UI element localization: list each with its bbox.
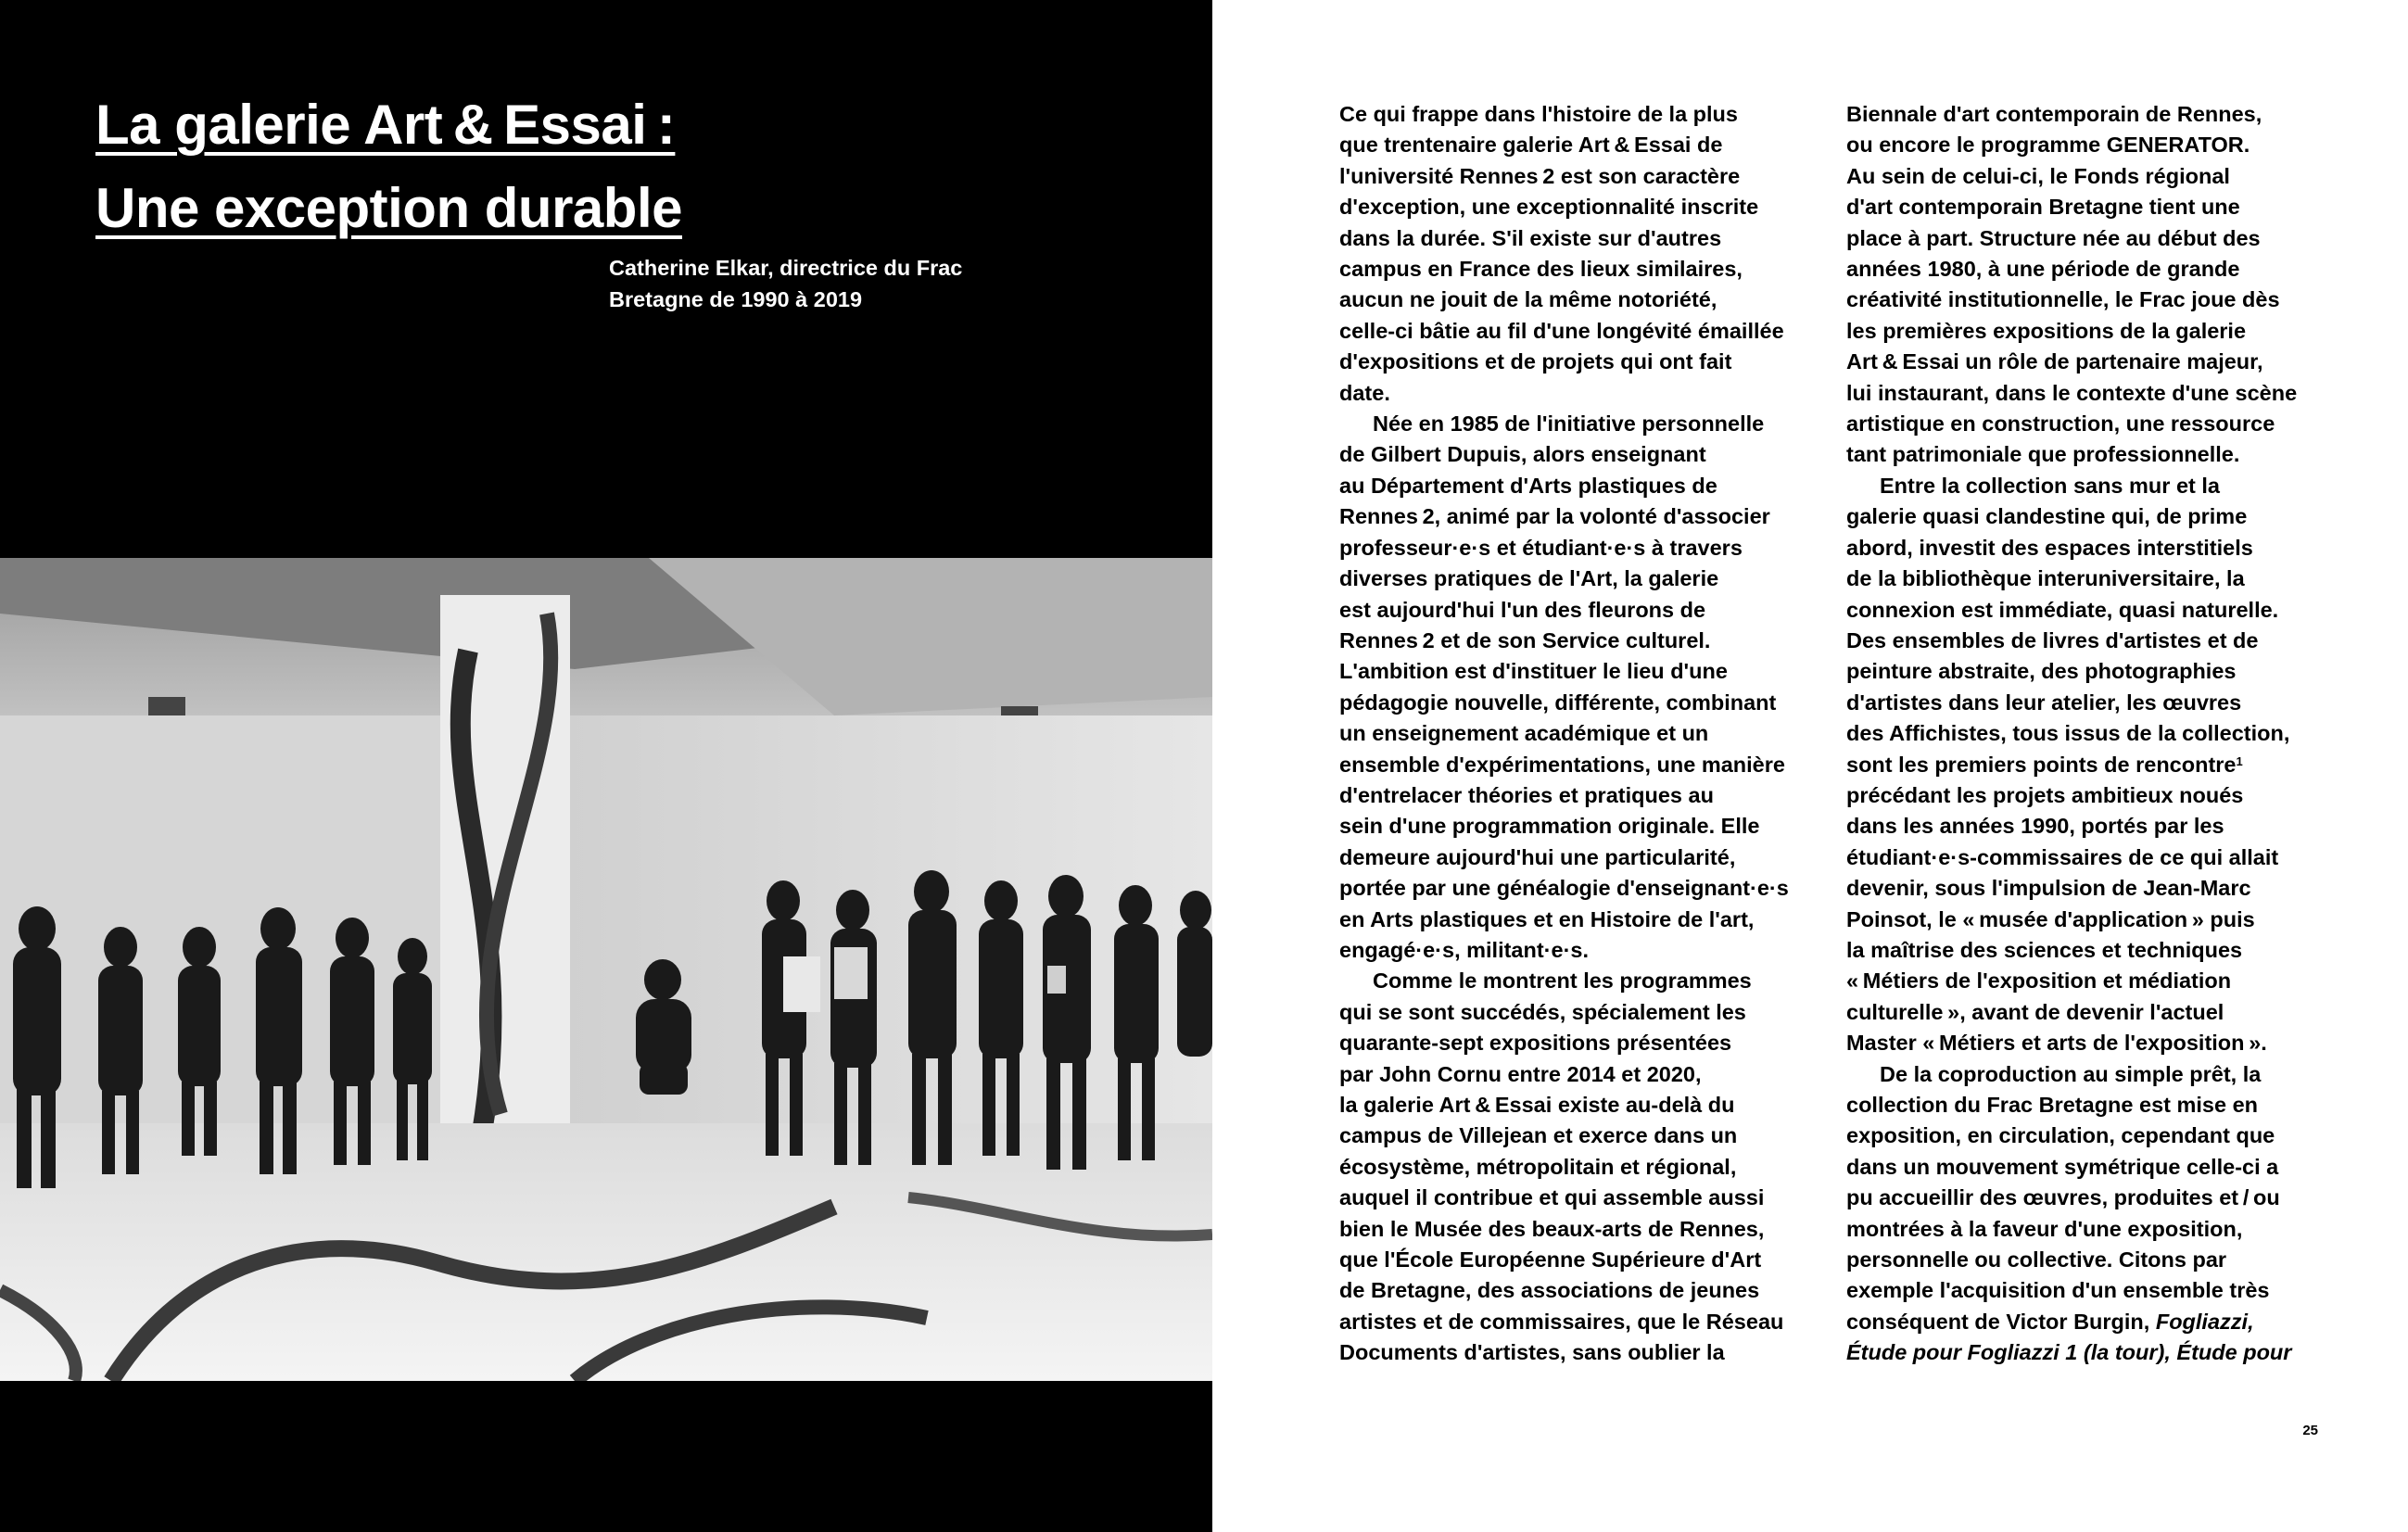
text-line: Rennes 2, animé par la volonté d'associer <box>1339 504 1770 529</box>
text-line: la galerie Art & Essai existe au-delà du <box>1339 1093 1735 1117</box>
byline-line-2: Bretagne de 1990 à 2019 <box>609 287 863 311</box>
text-line: Rennes 2 et de son Service culturel. <box>1339 627 1711 652</box>
text-line: sont les premiers points de rencontre$^1$ <box>1846 752 2243 777</box>
text-line: que l'École Européenne Supérieure d'Art <box>1339 1247 1762 1272</box>
text-line: un enseignement académique et un <box>1339 721 1709 746</box>
text-line: pédagogie nouvelle, différente, combinant <box>1339 690 1777 715</box>
text-line: celle-ci bâtie au fil d'une longévité émaillée <box>1339 318 1784 343</box>
text-line: que trentenaire galerie Art & Essai de <box>1339 133 1723 158</box>
text-line: engagé·e·s, militant·e·s. <box>1339 937 1589 962</box>
page-number: 25 <box>2302 1423 2318 1438</box>
text-line: d'artistes dans leur atelier, les œuvres <box>1846 690 2242 715</box>
title-line-1: La galerie Art & Essai : <box>95 94 676 156</box>
text-line: Poinsot, le « musée d'application » puis <box>1846 906 2255 931</box>
text-line: de la bibliothèque interuniversitaire, la <box>1846 566 2245 591</box>
article-title <box>95 83 682 250</box>
gallery-photo <box>0 558 1212 1381</box>
text-line: au Département d'Arts plastiques de <box>1339 473 1717 498</box>
text-line: bien le Musée des beaux-arts de Rennes, <box>1339 1216 1765 1241</box>
text-line: années 1980, à une période de grande <box>1846 257 2240 282</box>
text-line: campus en France des lieux similaires, <box>1339 257 1743 282</box>
text-line: dans les années 1990, portés par les <box>1846 814 2224 839</box>
title-line-2: Une exception durable <box>95 177 682 239</box>
text-line: d'exception, une exceptionnalité inscrite <box>1339 195 1759 220</box>
text-line: exemple l'acquisition d'un ensemble très <box>1846 1278 2270 1303</box>
text-line: Née en 1985 de l'initiative personnelle <box>1373 411 1765 437</box>
italic-title: Fogliazzi, <box>2155 1309 2254 1334</box>
text-line: artistes et de commissaires, que le Réseau <box>1339 1309 1784 1334</box>
text-line: dans la durée. S'il existe sur d'autres <box>1339 225 1722 250</box>
text-line: campus de Villejean et exerce dans un <box>1339 1123 1738 1148</box>
text-line: montrées à la faveur d'une exposition, <box>1846 1216 2243 1241</box>
text-line: Master « Métiers et arts de l'exposition ». <box>1846 1031 2267 1056</box>
text-line: tant patrimoniale que professionnelle. <box>1846 442 2240 467</box>
text-line: place à part. Structure née au début des <box>1846 225 2261 250</box>
text-line: portée par une généalogie d'enseignant·e·s <box>1339 876 1789 901</box>
text-line: écosystème, métropolitain et régional, <box>1339 1154 1737 1179</box>
text-line: de Bretagne, des associations de jeunes <box>1339 1278 1760 1303</box>
text-line: connexion est immédiate, quasi naturelle. <box>1846 597 2279 622</box>
text-line: des Affichistes, tous issus de la collection, <box>1846 721 2290 746</box>
text-line: De la coproduction au simple prêt, la <box>1880 1061 2262 1086</box>
text-line: d'entrelacer théories et pratiques au <box>1339 782 1714 807</box>
text-line: par John Cornu entre 2014 et 2020, <box>1339 1061 1702 1086</box>
text-line: Art & Essai un rôle de partenaire majeur, <box>1846 349 2263 374</box>
text-line: aucun ne jouit de la même notoriété, <box>1339 287 1717 312</box>
text-line: Comme le montrent les programmes <box>1373 969 1752 994</box>
text-line: pu accueillir des œuvres, produites et / ou <box>1846 1185 2280 1210</box>
text-line: ou encore le programme GENERATOR. <box>1846 133 2250 158</box>
text-line: personnelle ou collective. Citons par <box>1846 1247 2227 1272</box>
text-line: de Gilbert Dupuis, alors enseignant <box>1339 442 1706 467</box>
author-byline <box>609 252 1017 315</box>
text-column-2 <box>1846 99 2347 1369</box>
text-line: est aujourd'hui l'un des fleurons de <box>1339 597 1706 622</box>
text-line: les premières expositions de la galerie <box>1846 318 2247 343</box>
text-line: en Arts plastiques et en Histoire de l'art, <box>1339 906 1755 931</box>
text-line: qui se sont succédés, spécialement les <box>1339 999 1746 1024</box>
text-line: conséquent de Victor Burgin, Fogliazzi, <box>1846 1309 2254 1334</box>
text-line: peinture abstraite, des photographies <box>1846 659 2237 684</box>
text-line: créativité institutionnelle, le Frac joue dès <box>1846 287 2280 312</box>
text-line: sein d'une programmation originale. Elle <box>1339 814 1760 839</box>
text-line: professeur·e·s et étudiant·e·s à travers <box>1339 535 1743 560</box>
text-line: Des ensembles de livres d'artistes et de <box>1846 627 2259 652</box>
text-line: Étude pour Fogliazzi 1 (la tour), Étude pour <box>1846 1340 2292 1365</box>
byline-line-1: Catherine Elkar, directrice du Frac <box>609 256 963 280</box>
text-line: Entre la collection sans mur et la <box>1880 473 2220 498</box>
text-line: devenir, sous l'impulsion de Jean-Marc <box>1846 876 2251 901</box>
text-line: demeure aujourd'hui une particularité, <box>1339 844 1736 869</box>
text-line: L'ambition est d'instituer le lieu d'une <box>1339 659 1728 684</box>
text-line: d'expositions et de projets qui ont fait <box>1339 349 1732 374</box>
text-line: collection du Frac Bretagne est mise en <box>1846 1093 2259 1117</box>
text-line: d'art contemporain Bretagne tient une <box>1846 195 2240 220</box>
text-line: galerie quasi clandestine qui, de prime <box>1846 504 2248 529</box>
text-line: la maîtrise des sciences et techniques <box>1846 937 2243 962</box>
text-line: diverses pratiques de l'Art, la galerie <box>1339 566 1719 591</box>
text-line: Ce qui frappe dans l'histoire de la plus <box>1339 102 1738 126</box>
text-line: étudiant·e·s-commissaires de ce qui allait <box>1846 844 2279 869</box>
text-line: « Métiers de l'exposition et médiation <box>1846 969 2232 994</box>
text-line: l'université Rennes 2 est son caractère <box>1339 163 1741 188</box>
footnote-marker: 1 <box>2236 753 2243 768</box>
text-line: culturelle », avant de devenir l'actuel <box>1846 999 2224 1024</box>
text-line: lui instaurant, dans le contexte d'une scène <box>1846 380 2298 405</box>
text-line: ensemble d'expérimentations, une manière <box>1339 752 1785 777</box>
text-column-1 <box>1339 99 1840 1369</box>
text-line: auquel il contribue et qui assemble aussi <box>1339 1185 1765 1210</box>
text-line: Biennale d'art contemporain de Rennes, <box>1846 102 2262 126</box>
text-line: quarante-sept expositions présentées <box>1339 1031 1732 1056</box>
text-line: abord, investit des espaces interstitiels <box>1846 535 2253 560</box>
text-line: dans un mouvement symétrique celle-ci a <box>1846 1154 2279 1179</box>
text-line: artistique en construction, une ressource <box>1846 411 2275 437</box>
text-line: précédant les projets ambitieux noués <box>1846 782 2244 807</box>
text-line: Documents d'artistes, sans oublier la <box>1339 1340 1725 1365</box>
text-line: date. <box>1339 380 1390 405</box>
text-line: exposition, en circulation, cependant que <box>1846 1123 2275 1148</box>
text-line: Au sein de celui-ci, le Fonds régional <box>1846 163 2230 188</box>
